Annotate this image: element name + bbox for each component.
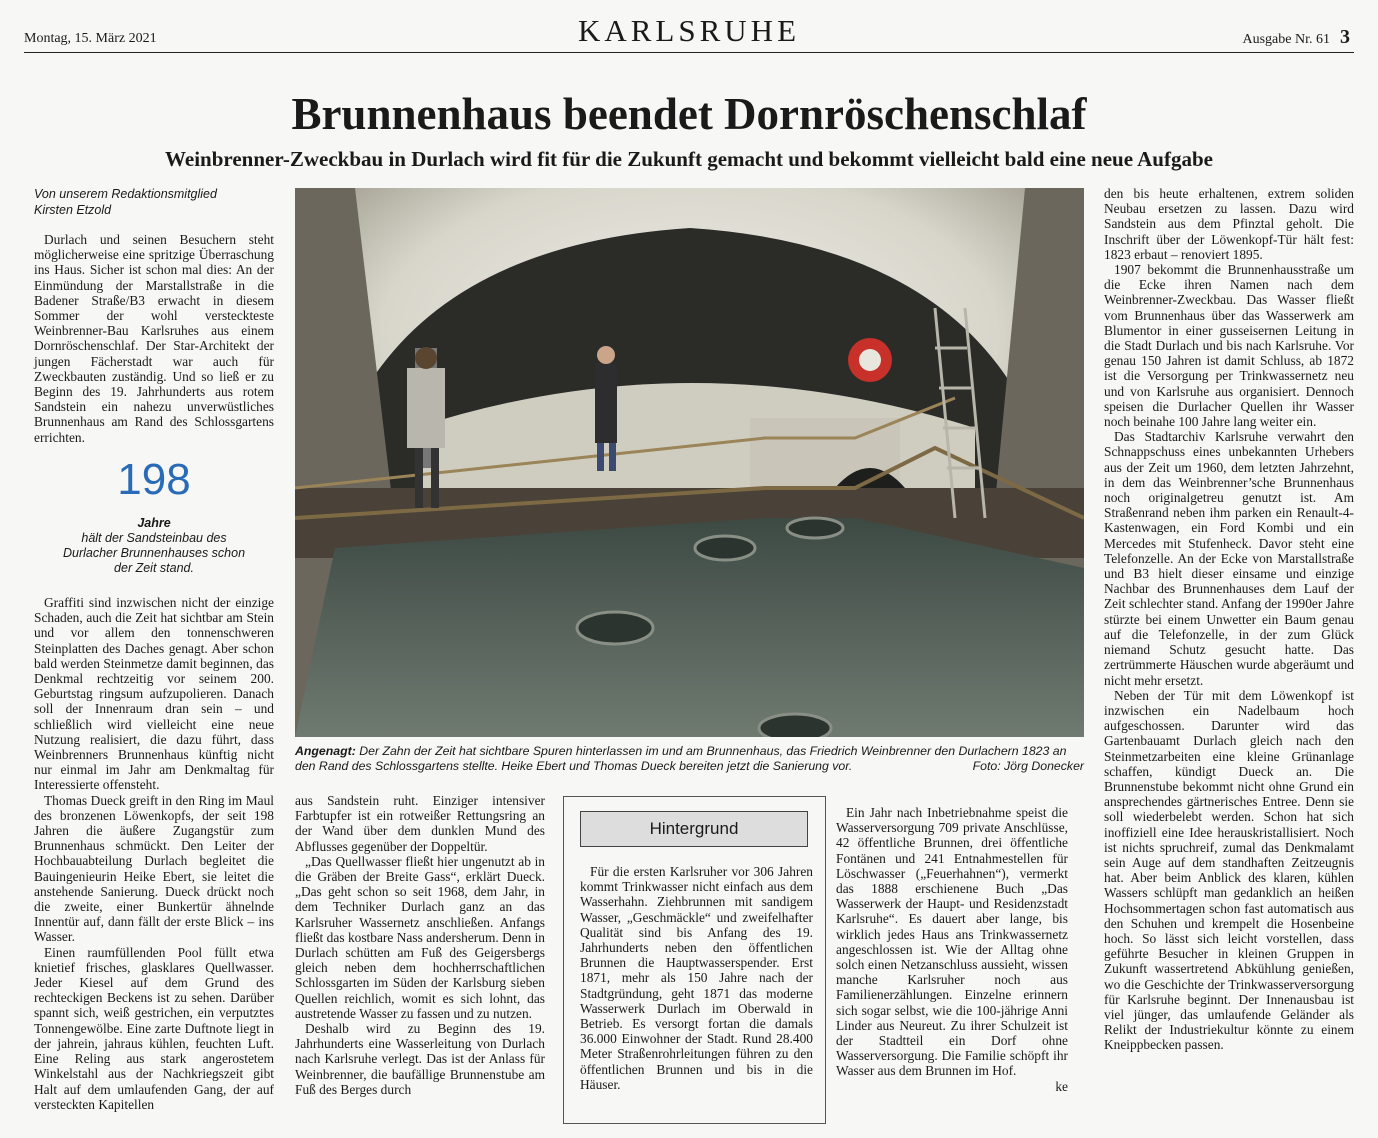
issue-info bbox=[1243, 26, 1351, 49]
paragraph: Graffiti sind inzwischen nicht der einzige Schaden, auch die Zeit hat sichtbar am Stein und vor allem den tonnenschweren Steinplatten des Daches genagt. Aber schon bald werden Steinmetze damit beginnen, das Denkmal rechtzeitig vor seinem 200. Geburtstag ringsum aufzupolieren. Danach soll der Innenraum dran sein – und schließlich wird vielleicht eine neue Nutzung realisiert, die dazu führt, dass Weinbrenners Brunnenhaus künftig nicht nur einmal im Jahr am Denkmaltag für Interessierte offensteht. bbox=[34, 595, 274, 793]
paragraph: Ein Jahr nach Inbetriebnahme speist die Wasserversorgung 709 private Anschlüsse, 42 öffentliche Brunnen, drei öffentliche Fontänen und 241 Entnahmestellen für Löschwasser („Feuerhahnen“), vermerkt das 1888 erschienene Buch „Das Wasserwerk der Haupt- und Residenzstadt Karlsruhe“. Es dauert aber lange, bis wirklich jedes Haus ans Trinkwassernetz angeschlossen ist. Wie der Alltag ohne solch einen Netzanschluss aussieht, wissen manche Karlsruher noch aus Familienerzählungen. Einzelne erinnern sich sogar selbst, wie die 100-jährige Anni Linder aus Neureut. Zu ihrer Schulzeit ist der Stadtteil ein Dorf ohne Wasserversorgung. Die Familie schöpft ihr Wasser aus dem Brunnen im Hof. bbox=[836, 805, 1068, 1079]
article-photo bbox=[295, 188, 1084, 737]
fact-number: 198 bbox=[117, 455, 191, 504]
edition-date: Montag, 15. März 2021 bbox=[24, 31, 157, 46]
headline: Brunnenhaus beendet Dornröschenschlaf bbox=[291, 89, 1087, 139]
well-house-interior-photo bbox=[295, 188, 1084, 737]
issue-number: Ausgabe Nr. 61 bbox=[1242, 32, 1330, 47]
author-initials: ke bbox=[1055, 1078, 1068, 1094]
paragraph: 1907 bekommt die Brunnenhausstraße um die Ecke ihren Namen nach dem Weinbrenner-Zweckbau. Das Wasser fließt vom Brunnenhaus über das Wasserwerk am Blumentor in einer gusseisernen Leitung in die Stadt Durlach und bis nach Karlsruhe. Vor genau 150 Jahren ist damit Schluss, ab 1872 ist die Versorgung per Trinkwassernetz neu und von Karlsruhe aus organisiert. Dennoch speisen die Durlacher Quellen ihr Wasser noch beinahe 100 Jahre lang weiter ein. bbox=[1104, 262, 1354, 430]
subheadline: Weinbrenner-Zweckbau in Durlach wird fit für die Zukunft gemacht und bekommt vielleicht bald eine neue Aufgabe bbox=[165, 147, 1213, 171]
paragraph: aus Sandstein ruht. Einziger intensiver Farbtupfer ist ein rotweißer Rettungsring an der Wand über dem dunklen Mund des Abflusses gegenüber der Doppeltür. bbox=[295, 793, 545, 854]
column-1-intro bbox=[34, 232, 274, 445]
column-4 bbox=[836, 805, 1068, 1094]
paragraph: Deshalb wird zu Beginn des 19. Jahrhunderts eine Wasserleitung von Durlach nach Karlsruhe verlegt. Das ist der Anlass für Weinbrenner, die baufällige Brunnenstube am Fuß des Berges durch bbox=[295, 1021, 545, 1097]
paragraph: Für die ersten Karlsruher vor 306 Jahren kommt Trinkwasser nicht einfach aus dem Wasserhahn. Ziehbrunnen mit sandigem Wasser, „Geschmäckle“ und zweifelhafter Qualität sind bis Anfang des 19. Jahrhunderts neben den öffentlichen Brunnen die Hauptwasserspender. Erst 1871, mehr als 150 Jahre nach der Stadtgründung, geht 1871 das moderne Wasserwerk Durlach im Oberwald in Betrieb. Es versorgt fortan die damals 36.000 Einwohner der Stadt. Rund 28.400 Meter Straßenrohrleitungen führen zu den öffentlichen Brunnen und bis in die Häuser. bbox=[580, 864, 813, 1092]
byline bbox=[34, 186, 274, 218]
paragraph: Neben der Tür mit dem Löwenkopf ist inzwischen ein Nadelbaum hoch aufgeschossen. Darunter wird das Gartenbauamt Durlach gleich nach den Steinmetzarbeiten eine kleine Grünanlage schaffen, kündigt Dueck an. Die Brunnenstube bekommt nicht ohne Grund ein ansprechendes gärtnerisches Entree. Denn sie soll wiederbelebt werden. Schon hat sich inoffiziell eine Idee herauskristallisiert. Noch ist nichts spruchreif, zumal das Denkmalamt sein Auge auf dem standhaften Zeitzeugnis hat. Aber beim Anblick des klaren, kühlen Wassers schlüpft man gedanklich an heißen Hochsommertagen schon fast automatisch aus den Schuhen und krempelt die Hosenbeine hoch. So lässt sich leicht vorstellen, dass geführte Besucher in kleinen Gruppen in Zukunft wassertretend Abkühlung genießen, wo die Geschichte der Trinkwasserversorgung für Karlsruhe beginnt. Der Innenausbau ist viel jünger, das umlaufende Geländer als Relikt der Industriekultur könnte zu einem Kneippbecken passen. bbox=[1104, 687, 1354, 1053]
fact-box bbox=[34, 516, 274, 576]
column-1-body bbox=[34, 595, 274, 1112]
header-rule bbox=[24, 52, 1354, 53]
infobox-body bbox=[580, 864, 813, 1092]
byline-author: Kirsten Etzold bbox=[34, 203, 112, 217]
byline-role: Von unserem Redaktionsmitglied bbox=[34, 187, 217, 201]
caption-label: Angenagt: bbox=[295, 744, 356, 758]
photo-credit: Foto: Jörg Donecker bbox=[972, 759, 1084, 773]
paragraph: Durlach und seinen Besuchern steht möglicherweise eine spritzige Überraschung ins Haus. Sicher ist schon mal dies: An der Einmündung der Marstallstraße in die Badener Straße/B3 erwacht in diesem Sommer der wohl versteckteste Weinbrenner-Bau Karlsruhes aus einem Dornröschenschlaf. Der Star-Architekt der jungen Fächerstadt war auch für Zweckbauten zuständig. Und so ließ er zu Beginn des 19. Jahrhunderts aus rotem Sandstein ein nahezu unverwüstliches Brunnenhaus am Rand des Schlossgartens errichten. bbox=[34, 232, 274, 445]
paragraph: „Das Quellwasser fließt hier ungenutzt ab in die Gräben der Breite Gass“, erklärt Dueck. „Das geht schon so seit 1968, dem Jahr, in dem Techniker Durlach ganz an das Karlsruher Wassernetz anschließen. Anfangs fließt das kostbare Nass andersherum. Denn in Durlach schütten am Fuß des Geigersbergs gleich neben dem hochherrschaftlichen Schlossgarten im Süden der Karlsburg sieben Quellen reichlich, womit es sich lohnt, das austretende Wasser zu fassen und zu nutzen. bbox=[295, 853, 545, 1021]
paragraph: Thomas Dueck greift in den Ring im Maul des bronzenen Löwenkopfs, der seit 198 Jahren die äußere Zugangstür zum Brunnenhaus schmückt. Den Leiter der Hochbauabteilung Durlach begleitet die Bauingenieurin Heike Ebert, sie leitet die anstehende Sanierung. Dueck drückt noch die zweite, einer Bunkertür ähnelnde Innentür auf, dann fällt der erste Blick – ins Wasser. bbox=[34, 792, 274, 945]
column-5 bbox=[1104, 186, 1354, 1053]
section-title: KARLSRUHE bbox=[577, 13, 800, 48]
caption-text: Der Zahn der Zeit hat sichtbare Spuren hinterlassen im und am Brunnenhaus, das Friedrich Weinbrenner den Durlachern 1823 an den Rand des Schlossgartens stellte. Heike Ebert und Thomas Dueck bereiten jetzt die Sanierung vor. bbox=[295, 744, 1067, 773]
fact-label: Jahre bbox=[137, 516, 171, 530]
paragraph: Einen raumfüllenden Pool füllt etwa knietief frisches, glasklares Quellwasser. Jeder Kiesel auf dem Grund des rechteckigen Beckens ist zu sehen. Darüber spannt sich, weiß gestrichen, ein verputztes Tonnengewölbe. Eine zarte Duftnote liegt in der jahrein, jahraus kühlen, feuchten Luft. Eine Reling aus stark angerostetem Winkelstahl aus der Nachkriegszeit gibt Halt auf dem umlaufenden Gang, der auf versteckten Kapitellen bbox=[34, 944, 274, 1112]
infobox-title: Hintergrund bbox=[580, 811, 808, 847]
paragraph: Das Stadtarchiv Karlsruhe verwahrt den Schnappschuss eines unbekannten Urhebers aus der Zeit um 1960, dem letzten Jahrzehnt, in dem das Weinbrenner’sche Brunnenhaus noch originalgetreu genutzt ist. Am Straßenrand neben ihm parken ein Renault-4-Kastenwagen, ein Ford Kombi und ein Mercedes mit Stufenheck. Davor steht eine Telefonzelle. An der Ecke von Marstallstraße und B3 hielt dieser einsame und einzige Nachbar des Brunnenhauses dem Lauf der Zeit schlechter stand. Anfang der 1990er Jahre stürzte bei einem Unwetter ein Baum genau auf die Telefonzelle, in der zum Glück niemand Schutz gesucht hatte. Das zertrümmerte Häuschen wurde abgeräumt und nicht mehr ersetzt. bbox=[1104, 429, 1354, 688]
page-number: 3 bbox=[1340, 26, 1350, 48]
column-2 bbox=[295, 793, 545, 1097]
fact-text: hält der Sandsteinbau des Durlacher Brunnenhauses schon der Zeit stand. bbox=[62, 531, 246, 575]
paragraph: den bis heute erhaltenen, extrem soliden Neubau ersetzen zu lassen. Dazu wird Sandstein aus dem Pfinztal geholt. Die Inschrift über der Löwenkopf-Tür hält fest: 1823 erbaut – renoviert 1895. bbox=[1104, 186, 1354, 262]
photo-caption bbox=[295, 744, 1084, 774]
